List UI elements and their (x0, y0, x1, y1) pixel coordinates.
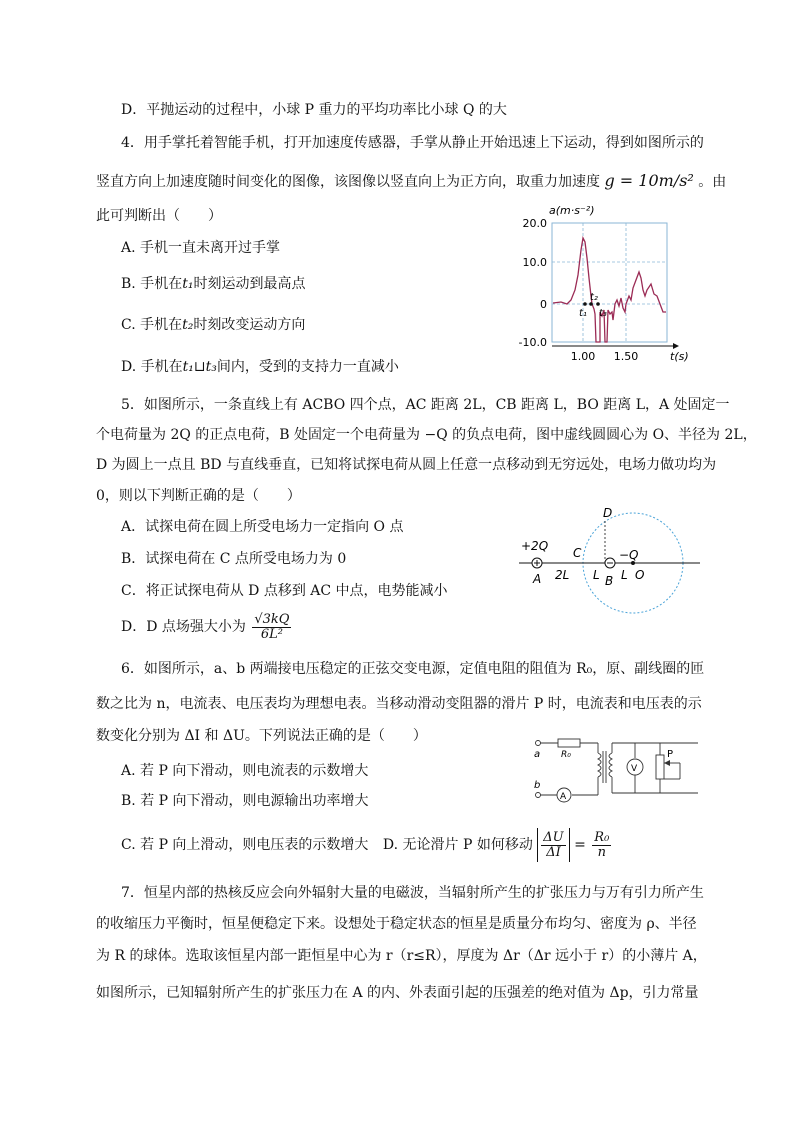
q7-stem-line4: 如图所示，已知辐射所产生的扩张压力在 A 的内、外表面引起的压强差的绝对值为 Δp，引力常量 (96, 985, 699, 1001)
graph-curve (553, 238, 666, 342)
q5-option-a: A．试探电荷在圆上所受电场力一定指向 O 点 (121, 519, 404, 535)
label-l1: L (593, 568, 600, 582)
q6-option-d-pre: D. 无论滑片 P 如何移动 (382, 837, 533, 853)
q4-option-b-pre: B. 手机在 (121, 276, 183, 292)
label-ammeter: A (560, 792, 567, 802)
q6-option-c: C. 若 P 向上滑动，则电压表的示数增大 (121, 837, 369, 853)
q5-charge-diagram (515, 505, 705, 615)
graph-ytick-neg10: -10.0 (518, 336, 547, 349)
q6-circuit-diagram (530, 735, 710, 805)
graph-point-t3: t₃ (599, 308, 607, 319)
q5-option-b: B．试探电荷在 C 点所受电场力为 0 (121, 551, 347, 567)
q6-r-numerator: R₀ (594, 829, 610, 845)
graph-ytick-10: 10.0 (522, 256, 547, 269)
q6-abs-ratio (537, 828, 569, 862)
q5-stem-line4: 0，则以下判断正确的是（ ） (96, 488, 301, 504)
q5-option-c: C．将正试探电荷从 D 点移到 AC 中点，电势能减小 (121, 583, 448, 599)
q4-option-d (121, 357, 399, 377)
label-r0: R₀ (561, 750, 571, 760)
label-a-terminal: a (534, 749, 541, 760)
q5-stem-line2: 个电荷量为 2Q 的正点电荷，B 处固定一个电荷量为 −Q 的负点电荷，图中虚线圆圆心为 O、半径为 2L， (96, 427, 757, 443)
q6-abs-denominator: ΔI (546, 844, 561, 860)
graph-ytick-20: 20.0 (522, 217, 547, 230)
q5-option-d (121, 612, 293, 642)
q5-fraction-denominator: 6L² (260, 626, 283, 642)
label-a: A (533, 572, 542, 586)
graph-point-t1: t₁ (579, 308, 587, 319)
label-o: O (635, 568, 645, 582)
graph-x-arrow-icon (673, 343, 679, 349)
q4-stem-line2-tail: 。由 (698, 174, 727, 190)
graph-grid (552, 223, 667, 342)
q7-stem-line2: 的收缩压力平衡时，恒星便稳定下来。设想处于稳定状态的恒星是质量分布均匀、密度为 ρ、半径 (96, 916, 697, 932)
q5-stem-line3: D 为圆上一点且 BD 与直线垂直，已知将试探电荷从圆上任意一点移动到无穷远处，电场力做功均为 (96, 457, 717, 473)
q6-stem-line1: 6．如图所示，a、b 两端接电压稳定的正弦交变电源，定值电阻的阻值为 R₀，原、副线圈的匝 (121, 661, 705, 677)
q5-stem-line1: 5．如图所示，一条直线上有 ACBO 四个点，AC 距离 2L，CB 距离 L，BO 距离 L，A 处固定一 (121, 397, 730, 413)
label-plus2q: +2Q (521, 539, 549, 553)
graph-ytick-0: 0 (540, 298, 547, 311)
q6-option-a: A. 若 P 向下滑动，则电流表的示数增大 (121, 763, 369, 779)
graph-frame (552, 223, 667, 342)
q4-option-b-var: t₁ (182, 276, 194, 292)
q4-stem-line3: 此可判断出（ ） (96, 208, 222, 224)
graph-point-t2: t₂ (590, 292, 598, 303)
rheostat (656, 755, 664, 779)
q4-acceleration-graph (505, 200, 715, 368)
q4-stem-line2-text: 竖直方向上加速度随时间变化的图像，该图像以竖直向上为正方向，取重力加速度 (96, 174, 600, 190)
q4-stem-line2 (96, 171, 726, 192)
graph-ylabel: a(m·s⁻²) (549, 204, 595, 217)
q6-r-fraction (592, 831, 611, 860)
q6-option-cd (121, 828, 613, 862)
q3-option-d: D．平抛运动的过程中，小球 P 重力的平均功率比小球 Q 的大 (121, 102, 507, 118)
q4-option-d-var: t₁⊔t₃ (182, 359, 217, 375)
q5-option-d-fraction (252, 613, 291, 642)
q4-option-c-var: t₂ (182, 317, 194, 333)
q6-stem-line2: 数之比为 n，电流表、电压表均为理想电表。当移动滑动变阻器的滑片 P 时，电流表和电压表的示 (96, 696, 702, 712)
label-2l: 2L (555, 568, 570, 582)
graph-xtick-100: 1.00 (570, 350, 596, 363)
label-p: P (667, 749, 674, 760)
label-b: B (605, 574, 614, 588)
q4-option-c-pre: C. 手机在 (121, 317, 183, 333)
label-negq: −Q (619, 548, 639, 562)
slider-arrow-icon (664, 760, 670, 766)
graph-xtick-150: 1.50 (613, 350, 639, 363)
q7-stem-line1: 7．恒星内部的热核反应会向外辐射大量的电磁波，当辐射所产生的扩张压力与万有引力所产生 (121, 885, 704, 901)
q6-abs-numerator: ΔU (543, 829, 564, 845)
q6-r-denominator: n (597, 844, 606, 860)
q4-stem-line1: 4．用手掌托着智能手机，打开加速度传感器，手掌从静止开始迅速上下运动，得到如图所示的 (121, 135, 704, 151)
label-b-terminal: b (534, 780, 541, 791)
q6-option-b: B. 若 P 向下滑动，则电源输出功率增大 (121, 793, 369, 809)
q7-stem-line3: 为 R 的球体。选取该恒星内部一距恒星中心为 r（r≤R），厚度为 Δr（Δr 远小于 r）的小薄片 A， (96, 948, 707, 964)
q5-fraction-numerator: √3kQ (254, 611, 290, 627)
q4-option-b (121, 274, 305, 294)
label-l2: L (621, 568, 628, 582)
q5-option-d-pre: D．D 点场强大小为 (121, 619, 246, 635)
q4-option-c-post: 时刻改变运动方向 (193, 317, 306, 333)
q4-option-c (121, 315, 305, 335)
q6-equals: = (574, 837, 586, 853)
q6-stem-line3: 数变化分别为 ΔI 和 ΔU。下列说法正确的是（ ） (96, 728, 427, 744)
label-voltmeter: V (631, 764, 638, 774)
q4-g-formula: g = 10m/s² (604, 171, 694, 190)
label-c: C (573, 546, 582, 560)
q4-option-d-pre: D. 手机在 (121, 359, 183, 375)
graph-xlabel: t(s) (670, 350, 689, 363)
q4-option-a: A. 手机一直未离开过手掌 (121, 240, 281, 256)
q4-option-d-post: 间内，受到的支持力一直减小 (216, 359, 399, 375)
q4-option-b-post: 时刻运动到最高点 (193, 276, 306, 292)
label-d: D (603, 506, 613, 520)
